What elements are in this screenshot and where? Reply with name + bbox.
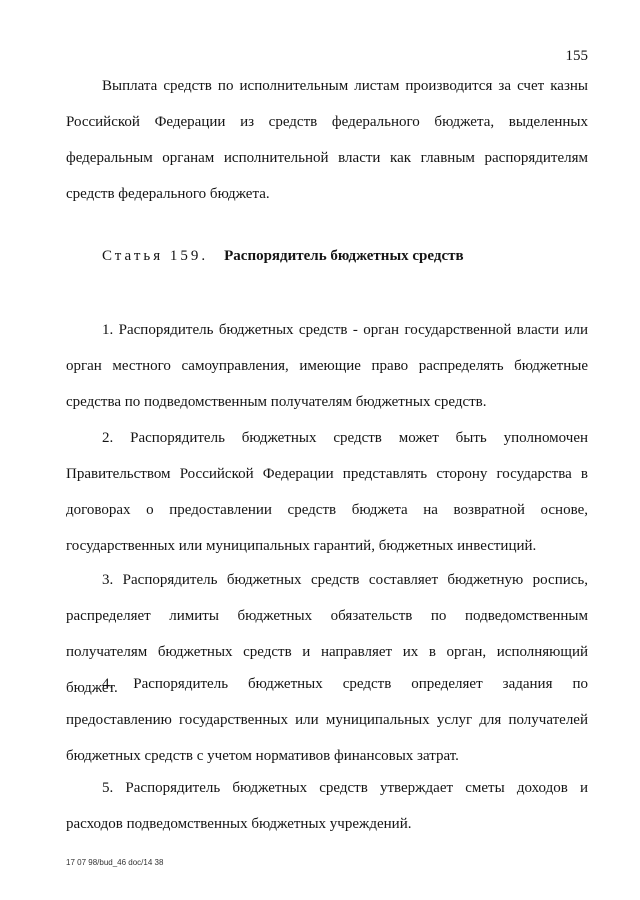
paragraph-item-1: 1. Распорядитель бюджетных средств - орган государственной власти или орган местного самоуправления, имеющие право распределять бюджетные средства по подведомственным получателям бюджетных средств.: [66, 322, 588, 410]
paragraph-item-5: 5. Распорядитель бюджетных средств утверждает сметы доходов и расходов подведомственных бюджетных учреждений.: [66, 780, 588, 832]
article-label: Статья 159.: [102, 248, 209, 264]
paragraph-item-4: 4. Распорядитель бюджетных средств определяет задания по предоставлению государственных или муниципальных услуг для получателей бюджетных средств с учетом нормативов финансовых затрат.: [66, 676, 588, 764]
page-number: 155: [565, 48, 588, 64]
article-heading: [102, 246, 464, 266]
article-title: Распорядитель бюджетных средств: [224, 248, 464, 264]
paragraph-intro: Выплата средств по исполнительным листам производится за счет казны Российской Федерации из средств федерального бюджета, выделенных федеральным органам исполнительной власти как главным распорядителям средств федерального бюджета.: [66, 78, 588, 202]
paragraph-item-2: 2. Распорядитель бюджетных средств может быть уполномочен Правительством Российской Федерации представлять сторону государства в договорах о предоставлении средств бюджета на возвратной основе, государственных или муниципальных гарантий, бюджетных инвестиций.: [66, 430, 588, 554]
paragraph-item-3: 3. Распорядитель бюджетных средств составляет бюджетную роспись, распределяет лимиты бюджетных обязательств по подведомственным получателям бюджетных средств и направляет их в орган, исполняющий бюджет.: [66, 572, 588, 696]
footer-file-reference: 17 07 98/bud_46 doc/14 38: [66, 858, 164, 867]
